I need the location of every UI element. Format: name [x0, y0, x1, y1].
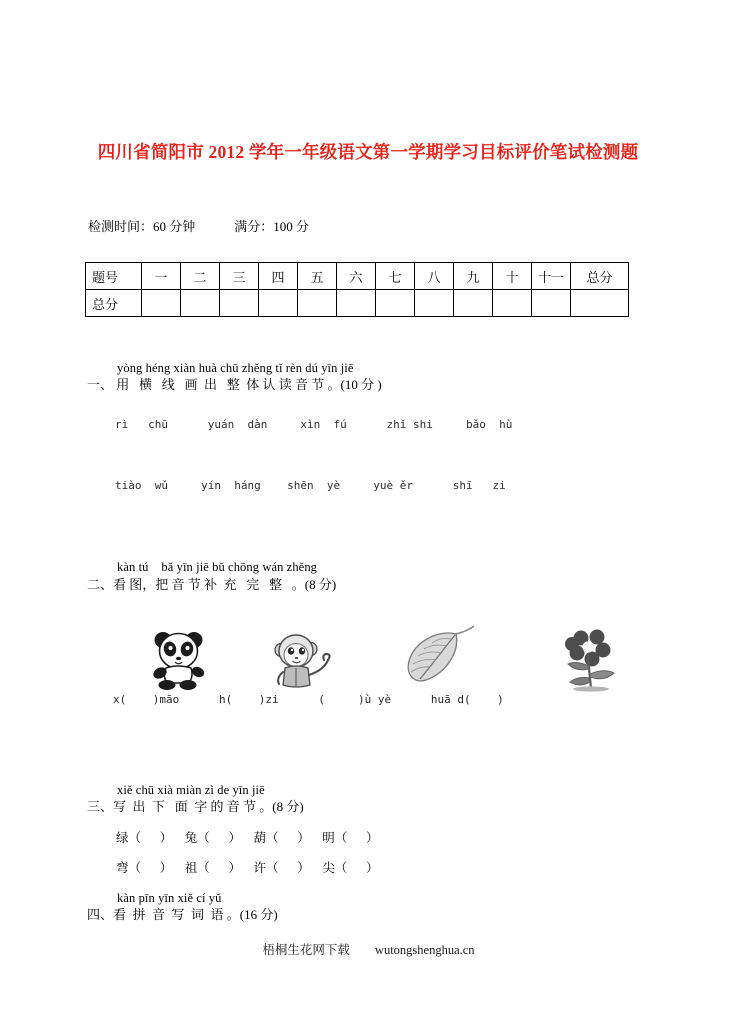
table-cell-blank[interactable] — [454, 290, 493, 317]
table-cell: 七 — [376, 263, 415, 290]
table-cell-header-label: 题号 — [86, 263, 142, 290]
exercise-3-heading: 三、写 出 下 面 字 的 音 节 。(8 分) — [87, 799, 304, 814]
table-cell: 三 — [220, 263, 259, 290]
footer-watermark: 梧桐生花网下载 wutongshenghua.cn — [262, 943, 475, 957]
exercise-1-row-1: rì chū yuán dàn xìn fú zhǐ shi bǎo hù — [115, 418, 513, 431]
table-cell: 总分 — [571, 263, 629, 290]
table-cell: 一 — [142, 263, 181, 290]
table-cell: 十一 — [532, 263, 571, 290]
exercise-4-pinyin-heading: kàn pīn yīn xiě cí yǔ — [117, 891, 222, 905]
exercise-2-answer-row[interactable]: x( )māo h( )zi ( )ù yè huā d( ) — [113, 693, 504, 706]
table-cell: 六 — [337, 263, 376, 290]
exercise-3-row-2[interactable]: 弯（ ） 祖（ ） 许（ ） 尖（ ） — [116, 861, 379, 875]
exercise-2-heading: 二、看 图，把 音 节 补 充 完 整 。(8 分) — [87, 577, 337, 592]
exercise-1-row-2: tiào wǔ yín háng shēn yè yuè ěr shī zi — [115, 479, 506, 492]
table-cell-blank[interactable] — [298, 290, 337, 317]
table-cell: 八 — [415, 263, 454, 290]
page-title: 四川省简阳市 2012 学年一年级语文第一学期学习目标评价笔试检测题 — [97, 142, 639, 162]
table-cell-blank[interactable] — [220, 290, 259, 317]
table-row — [86, 263, 629, 290]
table-cell: 四 — [259, 263, 298, 290]
score-table — [85, 262, 629, 317]
table-cell: 九 — [454, 263, 493, 290]
table-cell: 二 — [181, 263, 220, 290]
table-cell-blank[interactable] — [376, 290, 415, 317]
panda-picture — [146, 626, 226, 702]
exercise-2-picture-row — [0, 618, 737, 698]
exercise-1-heading: 一、 用 横 线 画 出 整 体 认 读 音 节 。(10 分 ) — [87, 377, 382, 392]
table-cell-blank[interactable] — [415, 290, 454, 317]
leaf-picture — [398, 622, 478, 698]
table-cell-blank[interactable] — [337, 290, 376, 317]
table-cell-blank[interactable] — [532, 290, 571, 317]
table-cell-blank[interactable] — [571, 290, 629, 317]
exercise-3-pinyin-heading: xiě chū xià miàn zì de yīn jiē — [117, 783, 265, 797]
table-cell-blank[interactable] — [493, 290, 532, 317]
exercise-4-heading: 四、看 拼 音 写 词 语 。(16 分) — [87, 907, 278, 922]
table-cell-blank[interactable] — [259, 290, 298, 317]
table-cell-row-label: 总分 — [86, 290, 142, 317]
table-cell-blank[interactable] — [181, 290, 220, 317]
table-cell: 十 — [493, 263, 532, 290]
exercise-3-row-1[interactable]: 绿（ ） 兔（ ） 葫（ ） 明（ ） — [116, 831, 379, 845]
exercise-1-pinyin-heading: yòng héng xiàn huà chū zhěng tǐ rèn dú yīn jiē — [117, 361, 354, 375]
exam-meta-line: 检测时间：60 分钟 满分：100 分 — [88, 219, 310, 234]
table-cell-blank[interactable] — [142, 290, 181, 317]
flower-picture — [556, 626, 636, 702]
table-cell: 五 — [298, 263, 337, 290]
table-row — [86, 290, 629, 317]
exercise-2-pinyin-heading: kàn tú bǎ yīn jiē bǔ chōng wán zhěng — [117, 560, 318, 574]
